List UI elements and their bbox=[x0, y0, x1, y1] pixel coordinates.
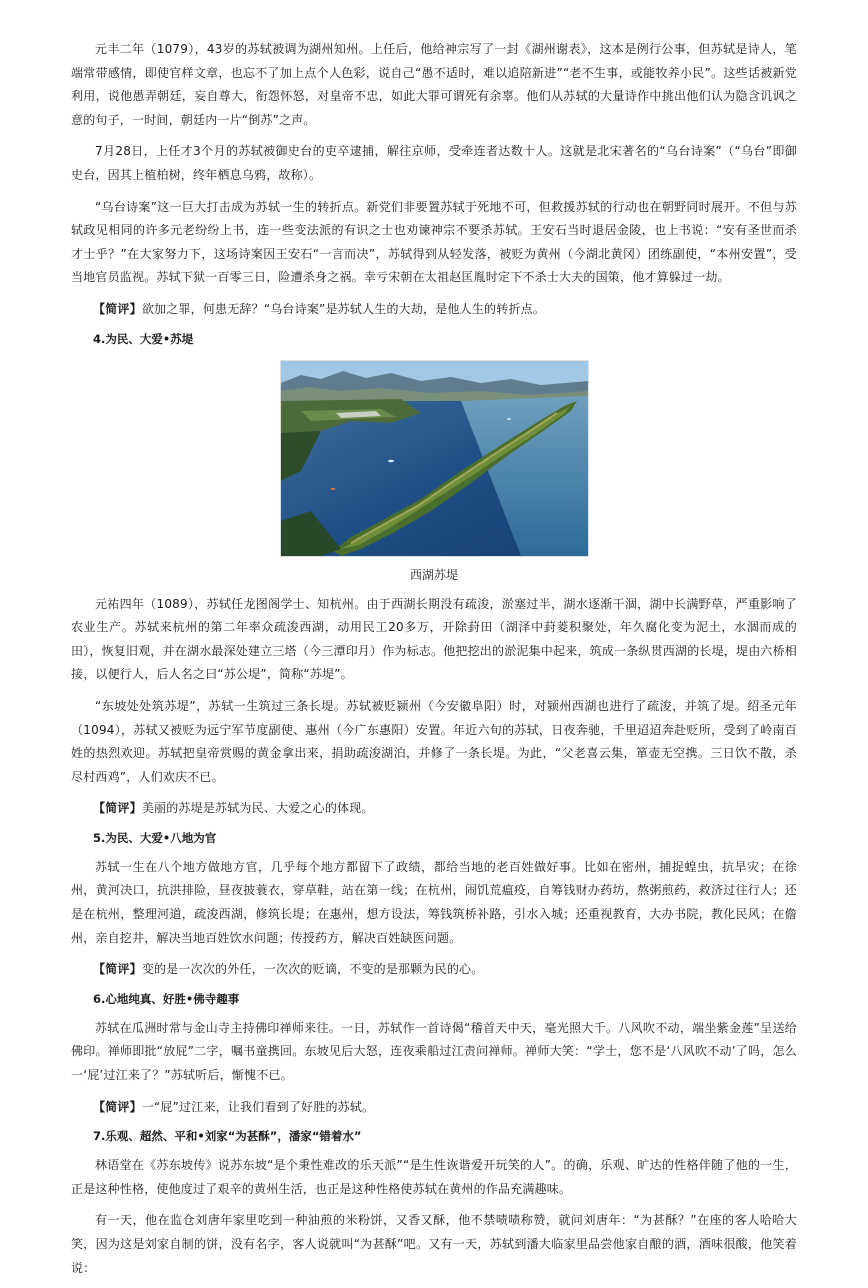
paragraph-eight-posts: 苏轼一生在八个地方做地方官，几乎每个地方都留下了政绩，都给当地的老百姓做好事。比如在密州，捕捉蝗虫，抗旱灾；在徐州，黄河决口，抗洪排险，昼夜披蓑衣，穿草鞋，站在第一线；在杭州，闹饥荒瘟疫，自筹钱财办药坊，熬粥煎药，救济过往行人；还是在杭州，整理河道，疏浚西湖，修筑长堤；在惠州，想方设法，筹钱筑桥补路，引水入城；还重视教育，大办书院，教化民风；在儋州，亲自挖井，解决当地百姓饮水问题；传授药方，解决百姓缺医问题。 bbox=[71, 859, 797, 945]
paragraph-su-causeway: 元祐四年（1089），苏轼任龙图阁学士、知杭州。由于西湖长期没有疏浚，淤塞过半，湖水逐渐干涸，湖中长满野草，严重影响了农业生产。苏轼来杭州的第二年率众疏浚西湖，动用民工20多万，开除葑田（湖泽中葑菱积聚处，年久腐化变为泥土，水涸而成的田），恢复旧观，并在湖水最深处建立三塔（今三潭印月）作为标志。他把挖出的淤泥集中起来，筑成一条纵贯西湖的长堤，堤由六桥相接，以便行人，后人名之曰“苏公堤”，简称“苏堤”。 bbox=[71, 596, 798, 682]
paragraph-wutai-arrest: 7月28日，上任才3个月的苏轼被御史台的吏卒逮捕，解往京师，受牵连者达数十人。这就是北宋著名的“乌台诗案”（“乌台”即御史台，因其上植柏树，终年栖息乌鸦，故称）。 bbox=[71, 144, 797, 182]
comment-tag: 【简评】 bbox=[93, 1099, 142, 1114]
section-heading-4: 4.为民、大爱•苏堤 bbox=[93, 331, 194, 346]
comment-eight-posts bbox=[71, 958, 797, 982]
comment-wutai bbox=[71, 298, 797, 322]
comment-text: 一“屁”过江来，让我们看到了好胜的苏轼。 bbox=[141, 1099, 375, 1114]
su-causeway-photo bbox=[280, 360, 589, 557]
comment-su-causeway bbox=[71, 797, 797, 821]
comment-text: 欲加之罪，何患无辞？“乌台诗案”是苏轼人生的大劫，是他人生的转折点。 bbox=[141, 301, 546, 316]
document-page bbox=[71, 38, 797, 1288]
section-heading-7: 7.乐观、超然、平和•刘家“为甚酥”，潘家“错着水” bbox=[93, 1129, 362, 1144]
figure-caption: 西湖苏堤 bbox=[409, 567, 458, 582]
figure-su-causeway bbox=[71, 360, 797, 585]
paragraph-foyin-story: 苏轼在瓜洲时常与金山寺主持佛印禅师来往。一日，苏轼作一首诗偈“稽首天中天，毫光照大千。八风吹不动，端坐紫金莲”呈送给佛印。禅师即批“放屁”二字，嘱书童携回。东坡见后大怒，连夜乘船过江责问禅师。禅师大笑：“学士，您不是‘八风吹不动’了吗，怎么一‘屁’过江来了？”苏轼听后，惭愧不已。 bbox=[71, 1020, 797, 1083]
paragraph-weishensu: 有一天，他在监仓刘唐年家里吃到一种油煎的米粉饼，又香又酥，他不禁啧啧称赞，就问刘唐年：“为甚酥？”在座的客人哈哈大笑，因为这是刘家自制的饼，没有名字，客人说就叫“为甚酥”吧。又有一天，苏轼到潘大临家里品尝他家自酿的酒，酒味很酸，他笑着说： bbox=[71, 1213, 797, 1275]
comment-tag: 【简评】 bbox=[93, 962, 142, 977]
paragraph-wutai-background: 元丰二年（1079），43岁的苏轼被调为湖州知州。上任后，他给神宗写了一封《湖州谢表》，这本是例行公事，但苏轼是诗人，笔端常带感情，即使官样文章，也忘不了加上点个人色彩，说自己“愚不适时，难以追陪新进”“老不生事，或能牧养小民”。这些话被新党利用，说他愚弄朝廷，妄自尊大，衔怨怀怒，对皇帝不忠，如此大罪可谓死有余辜。他们从苏轼的大量诗作中挑出他们认为隐含讥讽之意的句子，一时间，朝廷内一片“倒苏”之声。 bbox=[71, 42, 797, 127]
comment-foyin bbox=[71, 1096, 797, 1120]
section-heading-6: 6.心地纯真、好胜•佛寺趣事 bbox=[93, 991, 240, 1006]
comment-tag: 【简评】 bbox=[93, 301, 142, 316]
comment-tag: 【简评】 bbox=[93, 801, 142, 816]
section-heading-5: 5.为民、大爱•八地为官 bbox=[93, 830, 217, 845]
comment-text: 变的是一次次的外任，一次次的贬谪，不变的是那颗为民的心。 bbox=[141, 962, 484, 977]
paragraph-three-causeways: “东坡处处筑苏堤”，苏轼一生筑过三条长堤。苏轼被贬颍州（今安徽阜阳）时，对颍州西湖也进行了疏浚，并筑了堤。绍圣元年（1094），苏轼又被贬为远宁军节度副使、惠州（今广东惠阳）安置。年近六旬的苏轼，日夜奔驰，千里迢迢奔赴贬所，受到了岭南百姓的热烈欢迎。苏轼把皇帝赏赐的黄金拿出来，捐助疏浚湖泊，并修了一条长堤。为此，“父老喜云集，箪壶无空携。三日饮不散，杀尽村西鸡”，人们欢庆不已。 bbox=[71, 698, 797, 784]
comment-text: 美丽的苏堤是苏轼为民、大爱之心的体现。 bbox=[141, 801, 374, 816]
paragraph-lin-yutang: 林语堂在《苏东坡传》说苏东坡“是个秉性难改的乐天派”“是生性诙谐爱开玩笑的人”。的确，乐观、旷达的性格伴随了他的一生，正是这种性格，使他度过了艰辛的黄州生活，也正是这种性格使苏轼在黄州的作品充满趣味。 bbox=[71, 1158, 797, 1196]
paragraph-wutai-turning-point: “乌台诗案”这一巨大打击成为苏轼一生的转折点。新党们非要置苏轼于死地不可，但救援苏轼的行动也在朝野同时展开。不但与苏轼政见相同的许多元老纷纷上书，连一些变法派的有识之士也劝谏神宗不要杀苏轼。王安石当时退居金陵，也上书说：“安有圣世而杀才士乎？”在大家努力下，这场诗案因王安石“一言而决”，苏轼得到从轻发落，被贬为黄州（今湖北黄冈）团练副使，“本州安置”，受当地官员监视。苏轼下狱一百零三日，险遭杀身之祸。幸亏宋朝在太祖赵匡胤时定下不杀士大夫的国策，他才算躲过一劫。 bbox=[71, 199, 797, 285]
